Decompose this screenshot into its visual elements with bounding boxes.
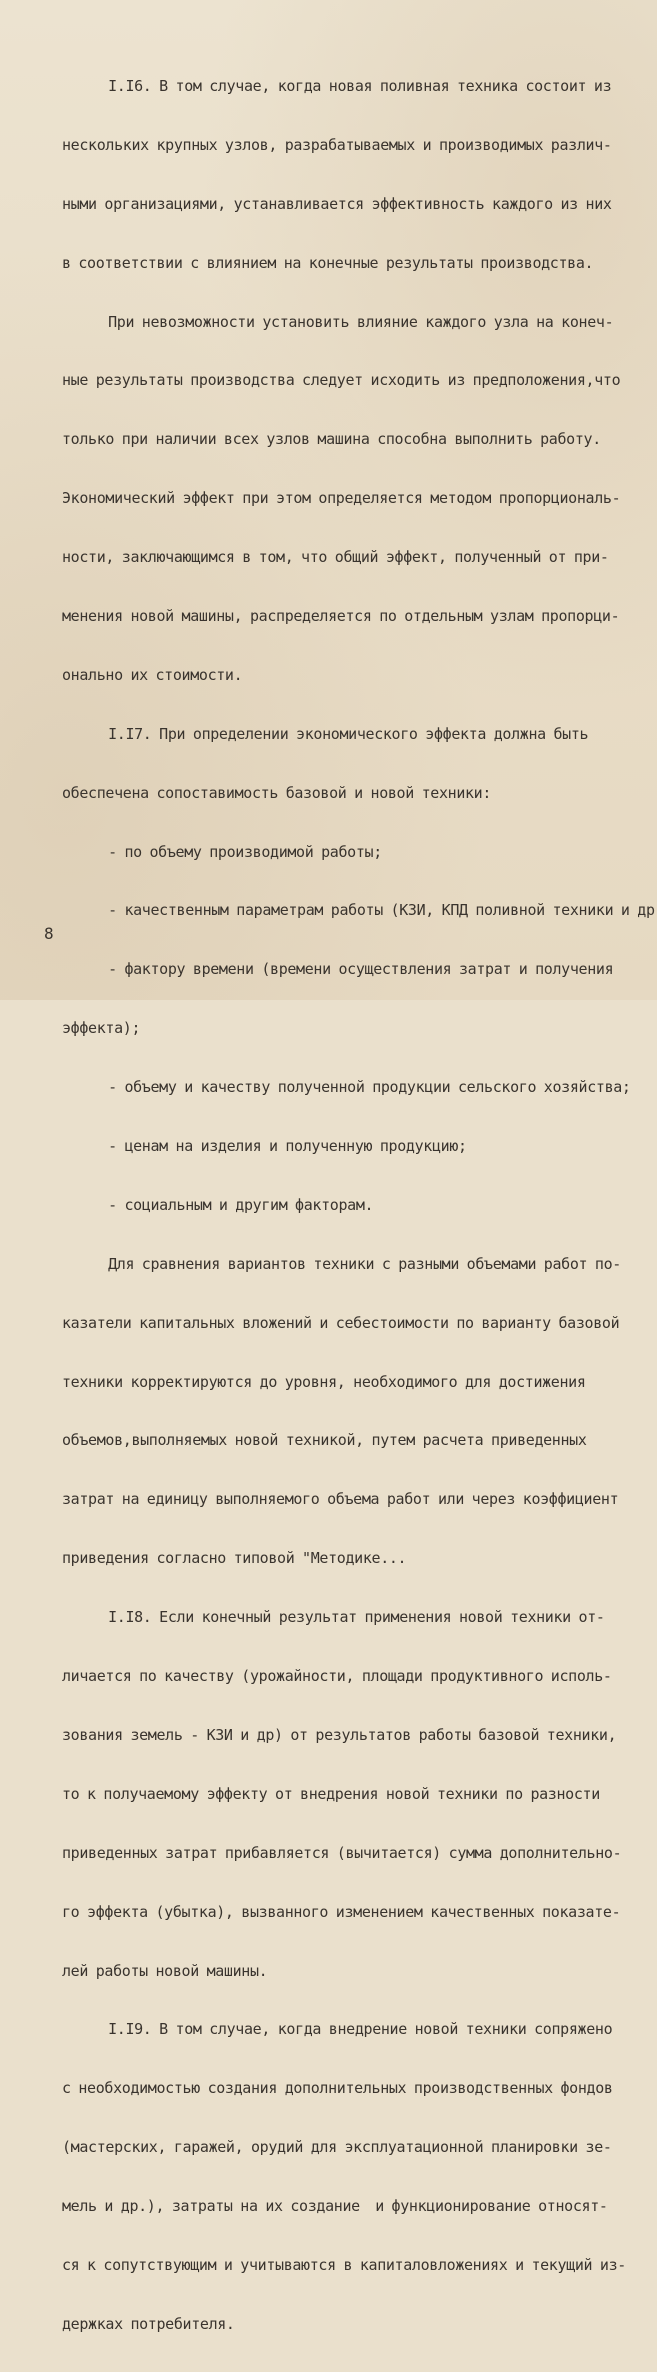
text-line: держках потребителя. (62, 2314, 235, 2333)
text-line: приведенных затрат прибавляется (вычитается) сумма дополнительно- (62, 1843, 622, 1862)
text-line: ности, заключающимся в том, что общий эффект, полученный от при- (62, 548, 609, 567)
text-line: казатели капитальных вложений и себестоимости по варианту базовой (62, 1313, 620, 1332)
text-line: то к получаемому эффекту от внедрения новой техники по разности (62, 1784, 600, 1803)
text-line: обеспечена сопоставимость базовой и новой техники: (62, 783, 492, 802)
text-line: только при наличии всех узлов машина способна выполнить работу. (62, 430, 601, 449)
text-line: - фактору времени (времени осуществления затрат и получения (62, 960, 614, 979)
text-line: го эффекта (убытка), вызванного изменением качественных показате- (62, 1902, 621, 1921)
text-line: Экономический эффект при этом определяется методом пропорциональ- (62, 489, 621, 508)
text-line: лей работы новой машины. (62, 1961, 268, 1980)
text-line: I.I7. При определении экономического эффекта должна быть (62, 724, 589, 743)
text-line: зования земель - КЗИ и др) от результатов работы базовой техники, (62, 1725, 617, 1744)
text-line: в соответствии с влиянием на конечные результаты производства. (62, 253, 594, 272)
text-line: объемов,выполняемых новой техникой, путем расчета приведенных (62, 1431, 587, 1450)
text-line: техники корректируются до уровня, необходимого для достижения (62, 1372, 586, 1391)
text-line: ные результаты производства следует исходить из предположения,что (62, 371, 621, 390)
text-line: личается по качеству (урожайности, площади продуктивного исполь- (62, 1667, 612, 1686)
text-line: ся к сопутствующим и учитываются в капиталовложениях и текущий из- (62, 2255, 626, 2274)
text-line: мель и др.), затраты на их создание и функционирование относят- (62, 2197, 608, 2216)
text-line: - объему и качеству полученной продукции сельского хозяйства; (62, 1078, 631, 1097)
page-number: 8 (44, 924, 54, 943)
text-line: эффекта); (62, 1019, 141, 1038)
text-line: - социальным и другим факторам. (62, 1195, 374, 1214)
text-line: - ценам на изделия и полученную продукцию; (62, 1137, 467, 1156)
text-line: приведения согласно типовой "Методике... (62, 1549, 407, 1568)
body-text (62, 39, 657, 2372)
text-line: нескольких крупных узлов, разрабатываемых и производимых различ- (62, 135, 612, 154)
text-line: Для сравнения вариантов техники с разными объемами работ по- (62, 1254, 621, 1273)
text-line: - качественным параметрам работы (КЗИ, КПД поливной техники и др (62, 901, 655, 920)
text-line: затрат на единицу выполняемого объема работ или через коэффициент (62, 1490, 619, 1509)
text-line: онально их стоимости. (62, 665, 243, 684)
text-line: При невозможности установить влияние каждого узла на конеч- (62, 312, 614, 331)
text-line: I.I8. Если конечный результат применения новой техники от- (62, 1608, 605, 1627)
text-line: - по объему производимой работы; (62, 842, 382, 861)
text-line: I.I6. В том случае, когда новая поливная техника состоит из (62, 77, 612, 95)
text-line: менения новой машины, распределяется по отдельным узлам пропорци- (62, 607, 620, 626)
text-line: I.I9. В том случае, когда внедрение новой техники сопряжено (62, 2020, 613, 2039)
text-line: (мастерских, гаражей, орудий для эксплуатационной планировки зе- (62, 2138, 612, 2157)
text-line: ными организациями, устанавливается эффективность каждого из них (62, 194, 612, 213)
text-line: с необходимостью создания дополнительных производственных фондов (62, 2079, 613, 2098)
